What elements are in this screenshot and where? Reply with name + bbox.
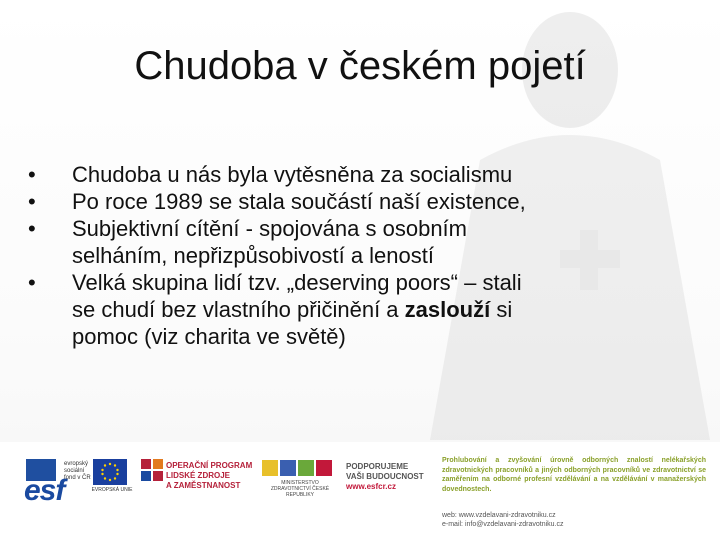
slide-title: Chudoba v českém pojetí [134,44,586,88]
bullet-glyph: • [28,216,36,241]
pod-line: PODPORUJEME [346,462,409,471]
mzcr-logo-icon [262,458,334,478]
eu-flag-icon [93,459,127,485]
bullet-text-line: se chudí bez vlastního přičinění a [72,297,405,322]
op-line: LIDSKÉ ZDROJE [166,471,231,480]
bullet-text-line: Subjektivní cítění - spojována s osobním [72,216,467,241]
bullet-text-line: pomoc (viz charita ve světě) [72,324,346,349]
bullet-text-line: selháním, nepřizpůsobivostí a leností [72,243,434,268]
bullet-item [28,269,688,350]
esf-logo: esf [24,474,65,507]
bullet-list [28,161,688,350]
bullet-glyph: • [28,189,36,214]
bold-word: zaslouží [404,297,491,322]
eu-caption: EVROPSKÁ UNIE [91,487,133,493]
bullet-item [28,188,688,215]
podporujeme-logo [346,462,434,492]
web-link[interactable]: web: www.vzdelavani-zdravotniku.cz [442,512,556,519]
contact-info [442,511,706,529]
bullet-text: Chudoba u nás byla vytěsněna za socialismu [72,162,513,187]
esf-caption: evropský sociální fond v ČR [64,461,91,481]
op-lzz-logo [166,461,261,491]
bullet-item [28,161,688,188]
op-line: A ZAMĚSTNANOST [166,481,241,490]
bullet-glyph: • [28,270,36,295]
bullet-item [28,215,688,269]
op-lzz-icon [141,459,163,481]
bullet-text-line: si [490,297,513,322]
esfcr-link[interactable]: www.esfcr.cz [346,482,396,491]
email-link[interactable]: e-mail: info@vzdelavani-zdravotniku.cz [442,521,564,528]
bullet-text-line: Velká skupina lidí tzv. „deserving poors“ – stali [72,270,522,295]
pod-line: VAŠI BUDOUCNOST [346,472,424,481]
bullet-glyph: • [28,162,36,187]
mzcr-caption: MINISTERSTVO ZDRAVOTNICTVÍ ČESKÉ REPUBLIKY [270,480,330,498]
project-description: Prohlubování a zvyšování úrovně odborných znalostí nelékařských zdravotnických pracovníků a jiných odborných pracovníků ve zdravotnictví se zaměřením na odborné profesní vzdělávání a na vzdělávání v manažerských dovednostech. [442,457,706,493]
bullet-text: Po roce 1989 se stala součástí naší existence, [72,189,526,214]
op-line: OPERAČNÍ PROGRAM [166,461,253,470]
